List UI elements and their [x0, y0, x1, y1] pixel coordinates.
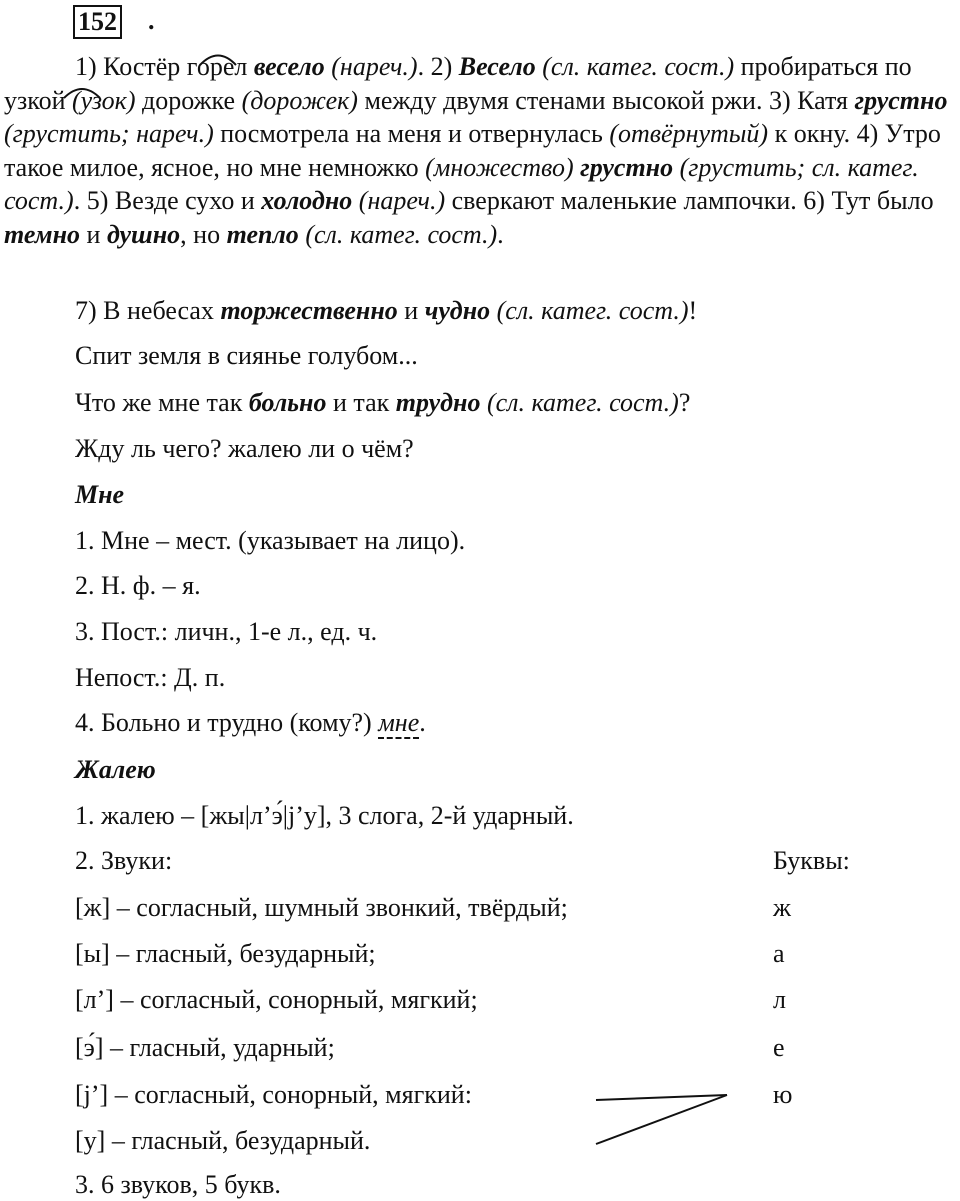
exercise-number: 152: [73, 5, 122, 39]
heading-zhaleyu: Жалею: [75, 755, 156, 784]
letter-connector-line-1: [596, 1095, 727, 1100]
paragraph-run: между двумя стенами высокой ржи. 3) Катя: [357, 85, 855, 115]
exercise-number-dot: .: [148, 6, 155, 35]
poem-l1-run: (сл. катег. сост.): [490, 296, 689, 325]
paragraph-run: (грустить; нареч.): [4, 119, 214, 148]
mne-underlined-word: мне: [378, 708, 420, 737]
paragraph-run: и: [80, 219, 107, 249]
sound-row: [ж] – согласный, шумный звонкий, твёрдый;: [75, 893, 568, 922]
poem-l1-run: торжественно: [220, 296, 398, 325]
paragraph-run: горел: [186, 52, 248, 81]
sound-row: [у] – гласный, безударный.: [75, 1126, 371, 1155]
poem-line-4: Жду ль чего? жалею ли о чём?: [75, 434, 414, 463]
paragraph-run: тепло: [226, 219, 299, 249]
poem-l3-run: больно: [248, 388, 327, 417]
paragraph-run: (отвёрнутый): [609, 119, 769, 148]
zhaleyu-point-1: 1. жалею – [жы|л’э́|j’у], 3 слога, 2-й ударный.: [75, 801, 574, 830]
paragraph-run: пробираться по узкой: [4, 52, 912, 115]
poem-line-2: Спит земля в сиянье голубом...: [75, 341, 418, 370]
paragraph-run: дорожке: [135, 85, 242, 115]
letter-cell: ж: [773, 893, 791, 922]
paragraph-run: (нареч.): [324, 52, 418, 81]
paragraph-run: (нареч.): [352, 186, 446, 215]
letter-cell: ю: [773, 1080, 793, 1109]
paragraph-run: темно: [4, 219, 81, 249]
sound-row: [л’] – согласный, сонорный, мягкий;: [75, 985, 478, 1014]
paragraph-run: , но: [180, 219, 227, 249]
poem-l1-run: чудно: [424, 296, 491, 325]
poem-l3-run: и так: [326, 388, 396, 417]
paragraph-run: грустно: [854, 85, 948, 115]
poem-l1-run: !: [688, 296, 698, 325]
paragraph-run: холодно: [261, 186, 353, 215]
poem-l3-run: трудно: [395, 388, 481, 417]
letter-cell: а: [773, 939, 785, 968]
sound-row: [j’] – согласный, сонорный, мягкий:: [75, 1080, 472, 1109]
mne-point-1: 1. Мне – мест. (указывает на лицо).: [75, 526, 466, 555]
poem-l3-run: ?: [678, 388, 691, 417]
root-arc-mark: [200, 56, 236, 66]
poem-l3-run: Что же мне так: [75, 388, 249, 417]
paragraph-run: душно: [106, 219, 181, 249]
paragraph-run: весело: [253, 52, 325, 81]
paragraph-run: (сл. катег. сост.): [535, 52, 735, 81]
paragraph-run: (грустить; сл. катег. сост.): [4, 152, 919, 215]
sound-row: [э́] – гласный, ударный;: [75, 1033, 335, 1062]
poem-l1-run: 7) В небесах: [75, 296, 221, 325]
paragraph-run: .: [497, 219, 504, 249]
root-arc-mark-2: [64, 89, 100, 98]
paragraph-run: Весело: [458, 52, 536, 81]
letter-cell: е: [773, 1033, 785, 1062]
zhaleyu-summary: 3. 6 звуков, 5 букв.: [75, 1170, 281, 1199]
mne-point-3b: Непост.: Д. п.: [75, 663, 226, 692]
paragraph-run: . 2): [417, 52, 459, 81]
paragraph-run: (сл. катег. сост.): [298, 219, 498, 249]
mne-point-3: 3. Пост.: личн., 1-е л., ед. ч.: [75, 617, 378, 646]
paragraph-run: 1) Костёр: [75, 52, 187, 81]
paragraph-run: (дорожек): [241, 85, 358, 115]
letter-connector-line-2: [596, 1095, 727, 1144]
sound-row: [ы] – гласный, безударный;: [75, 939, 376, 968]
paragraph-run: грустно: [580, 152, 674, 182]
paragraph-run: (узок): [72, 85, 136, 115]
mne-point-2: 2. Н. ф. – я.: [75, 571, 201, 600]
mne-point-4: 4. Больно и трудно (кому?) мне.: [75, 708, 426, 737]
heading-mne: Мне: [75, 480, 125, 509]
poem-l1-run: и: [397, 296, 425, 325]
paragraph-run: . 5) Везде сухо и: [73, 186, 262, 215]
paragraph-run: к окну. 4) Утро такое милое, ясное, но мне немножко: [4, 119, 941, 182]
paragraph-run: (множество): [425, 152, 574, 182]
sounds-label: 2. Звуки:: [75, 846, 173, 875]
letter-cell: л: [773, 985, 786, 1014]
letters-label: Буквы:: [773, 846, 850, 875]
paragraph-run: посмотрела на меня и отвернулась: [213, 119, 610, 148]
poem-l3-run: (сл. катег. сост.): [480, 388, 679, 417]
paragraph-run: сверкают маленькие лампочки. 6) Тут было: [445, 186, 934, 215]
